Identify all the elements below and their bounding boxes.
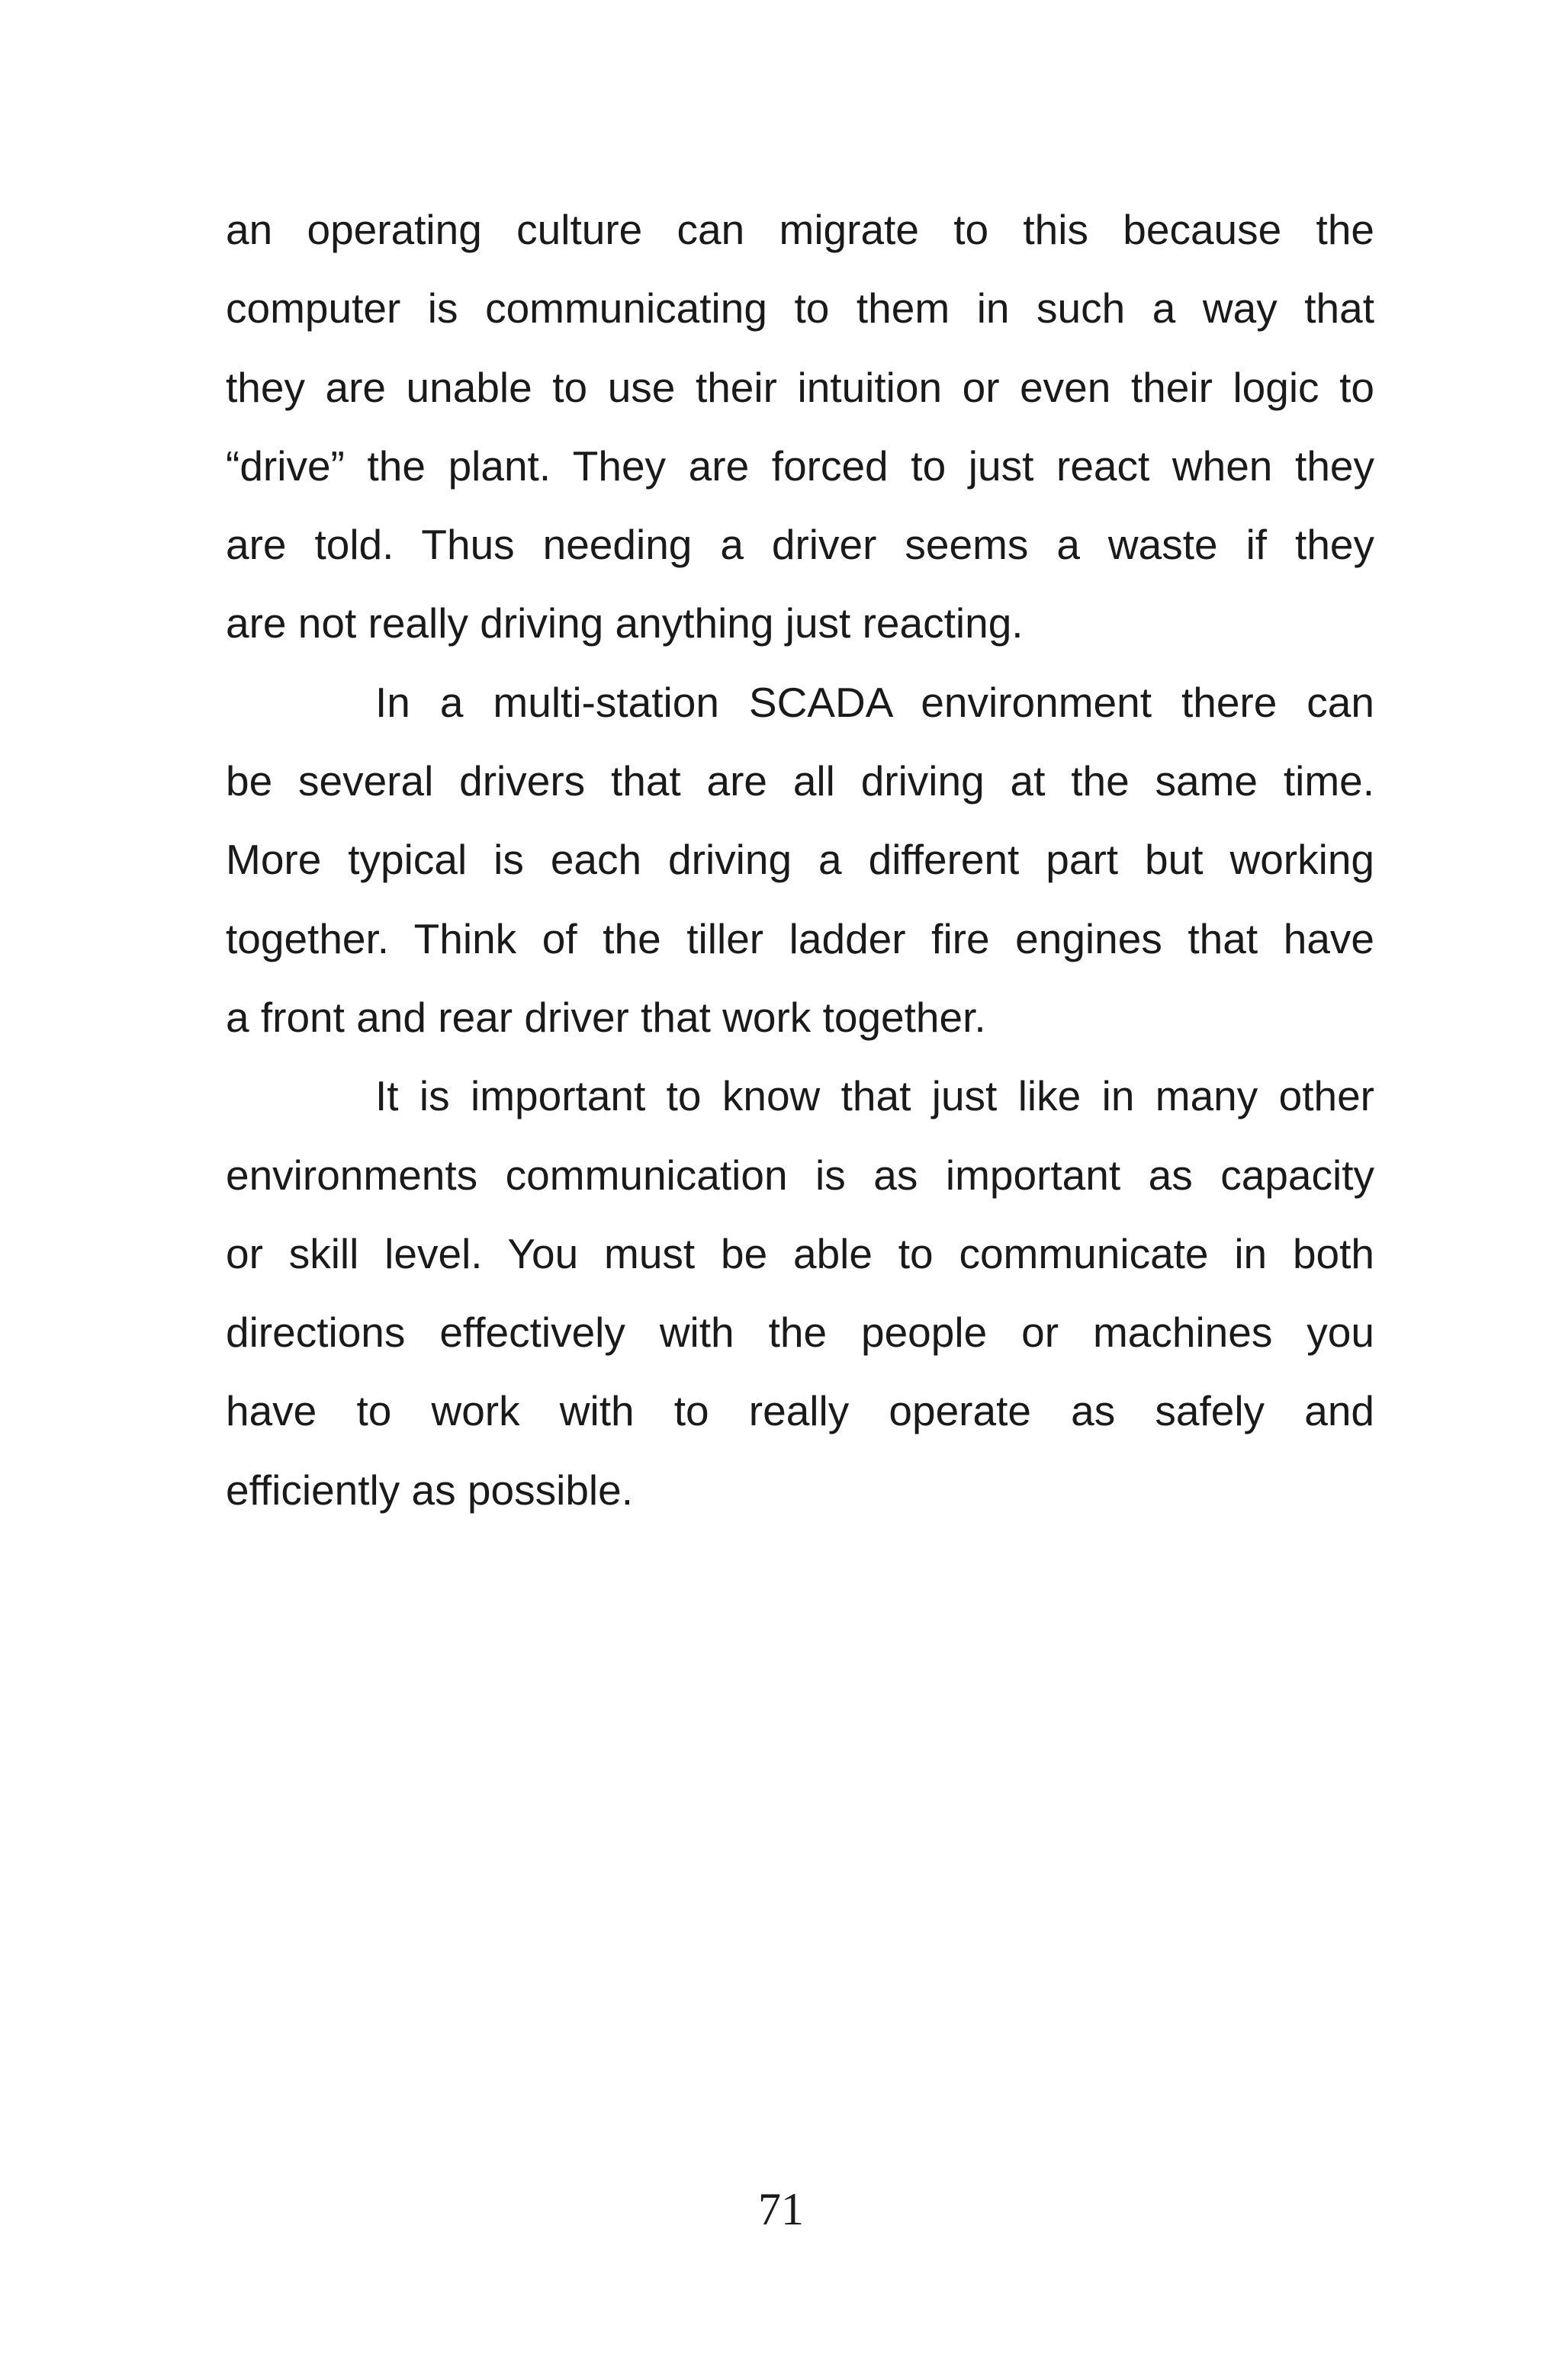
page-number: 71 [758, 2184, 804, 2234]
paragraph-2-line-3: More typical is each driving a different part but working [226, 836, 1374, 884]
paragraph-3-line-3: or skill level. You must be able to communicate in both [226, 1229, 1374, 1277]
paragraph-2-line-5: a front and rear driver that work together. [226, 993, 986, 1041]
paragraph-1-line-3: they are unable to use their intuition or even their logic to [226, 363, 1374, 411]
body-text [226, 191, 1374, 1530]
paragraph-1-line-6: are not really driving anything just reacting. [226, 599, 1024, 647]
paragraph-3-line-2: environments communication is as important as capacity [226, 1151, 1374, 1199]
paragraph-1-line-2: computer is communicating to them in such a way that [226, 284, 1374, 332]
paragraph-3-line-6: efficiently as possible. [226, 1466, 633, 1514]
paragraph-1-line-1: an operating culture can migrate to this because the [226, 206, 1374, 253]
paragraph-3-line-5: have to work with to really operate as safely and [226, 1387, 1374, 1435]
paragraph-3-line-1: It is important to know that just like in many other [375, 1072, 1374, 1120]
paragraph-3-line-4: directions effectively with the people or machines you [226, 1309, 1374, 1357]
paragraph-2-line-2: be several drivers that are all driving at the same time. [226, 757, 1374, 805]
paragraph-1-line-5: are told. Thus needing a driver seems a waste if they [226, 521, 1374, 569]
paragraph-2-line-1: In a multi-station SCADA environment there can [375, 678, 1374, 726]
paragraph-2-line-4: together. Think of the tiller ladder fire engines that have [226, 914, 1374, 962]
paragraph-1-line-4: “drive” the plant. They are forced to just react when they [226, 442, 1374, 490]
